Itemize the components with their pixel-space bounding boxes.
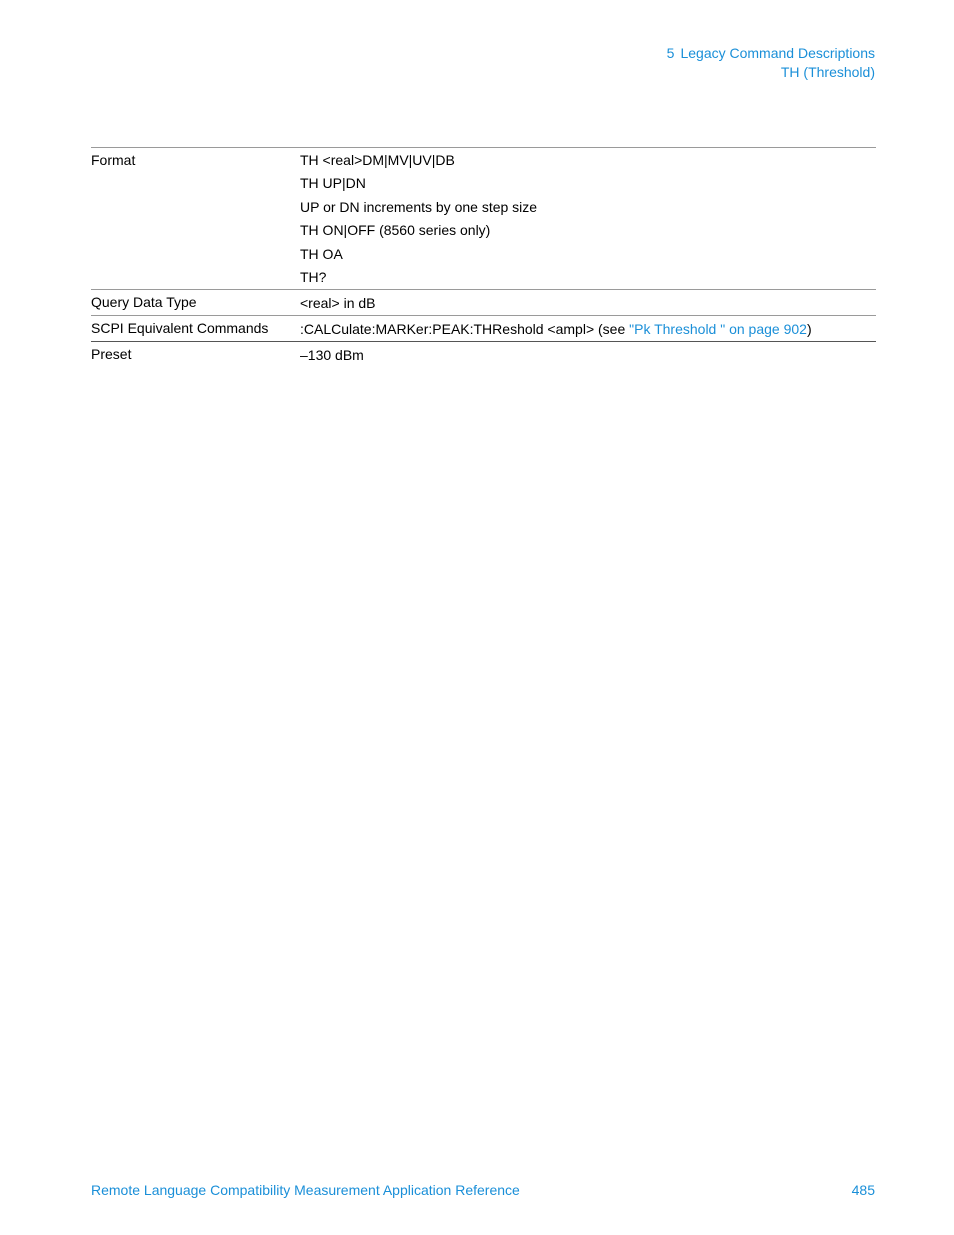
footer-doc-title: Remote Language Compatibility Measurement Application Reference [91,1182,520,1198]
row-label: Preset [91,345,132,362]
row-value: –130 dBm [300,346,364,363]
scpi-command-text: :CALCulate:MARKer:PEAK:THReshold <ampl> (see [300,320,630,337]
table-row-preset [91,342,876,367]
chapter-number: 5 [666,45,675,61]
scpi-suffix: ) [806,320,812,337]
row-label: SCPI Equivalent Commands [91,319,269,336]
row-value: <real> in dB [300,294,376,311]
format-values [300,148,876,289]
command-table [91,147,876,367]
format-line: TH? [300,268,327,285]
format-line: TH ON|OFF (8560 series only) [300,222,491,239]
pk-threshold-link[interactable]: "Pk Threshold " on page 902 [629,320,807,337]
chapter-title: Legacy Command Descriptions [680,45,875,61]
table-row-format [91,148,876,290]
section-title: TH (Threshold) [780,64,875,80]
format-line: TH <real>DM|MV|UV|DB [300,152,455,168]
format-line: TH OA [300,245,343,262]
chapter-heading [667,44,875,63]
format-line: UP or DN increments by one step size [300,198,538,215]
format-line: TH UP|DN [300,175,366,192]
row-label: Query Data Type [91,293,197,310]
scpi-value [300,316,876,341]
row-label: Format [91,152,136,168]
table-row-query-data-type [91,290,876,316]
running-header [667,44,875,82]
page-number: 485 [851,1182,875,1198]
running-footer [91,1182,875,1198]
table-row-scpi [91,316,876,342]
